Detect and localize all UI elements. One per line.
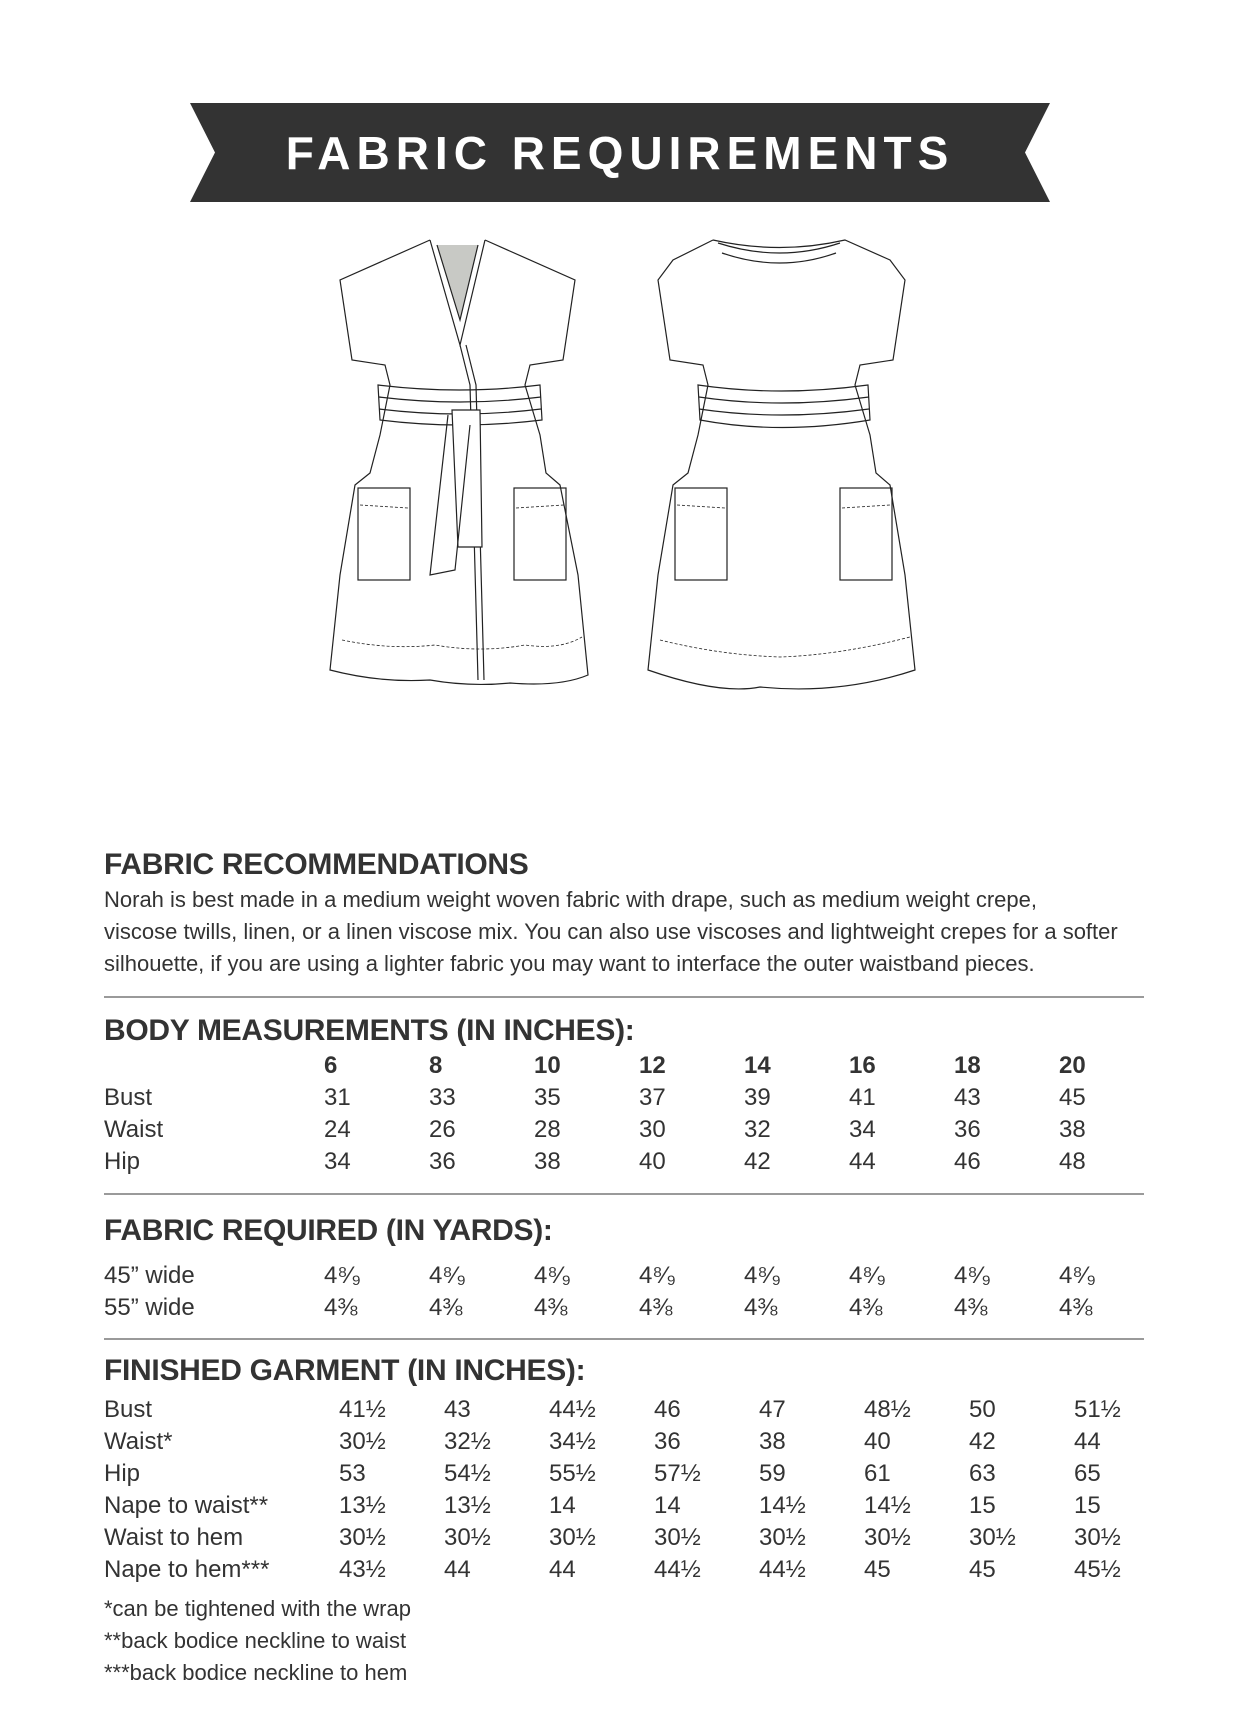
section-divider <box>104 1338 1144 1340</box>
size-header: 6 <box>324 1052 338 1079</box>
table-cell: 41½ <box>339 1396 386 1423</box>
table-cell: 32 <box>744 1116 771 1143</box>
table-cell: 4⅜ <box>324 1294 358 1321</box>
table-cell: 4⅜ <box>534 1294 568 1321</box>
table-cell: 57½ <box>654 1460 701 1487</box>
table-cell: 40 <box>864 1428 891 1455</box>
footnote: **back bodice neckline to waist <box>104 1628 407 1653</box>
table-cell: 46 <box>654 1396 681 1423</box>
table-cell: 14½ <box>759 1492 806 1519</box>
table-cell: 36 <box>429 1148 456 1175</box>
table-cell: 38 <box>534 1148 561 1175</box>
table-cell: 4⁸⁄₉ <box>1059 1262 1096 1289</box>
table-cell: 4⅜ <box>849 1294 883 1321</box>
title-banner <box>190 103 1050 202</box>
row-label: 45” wide <box>104 1262 195 1289</box>
table-cell: 36 <box>654 1428 681 1455</box>
fabric-required-heading: FABRIC REQUIRED (IN YARDS): <box>104 1214 553 1247</box>
row-label: Bust <box>104 1084 153 1111</box>
size-header: 12 <box>639 1052 666 1079</box>
table-cell: 4⅜ <box>744 1294 778 1321</box>
table-cell: 30½ <box>759 1524 806 1551</box>
table-cell: 34½ <box>549 1428 596 1455</box>
table-cell: 43 <box>954 1084 981 1111</box>
table-cell: 4⁸⁄₉ <box>849 1262 886 1289</box>
row-label: Nape to waist** <box>104 1492 269 1519</box>
table-cell: 4⅜ <box>429 1294 463 1321</box>
table-cell: 30½ <box>549 1524 596 1551</box>
table-cell: 63 <box>969 1460 996 1487</box>
table-cell: 39 <box>744 1084 771 1111</box>
table-cell: 44 <box>1074 1428 1101 1455</box>
recommendations-line: Norah is best made in a medium weight woven fabric with drape, such as medium weight crepe, <box>104 887 1038 912</box>
table-cell: 4⁸⁄₉ <box>744 1262 781 1289</box>
table-cell: 48½ <box>864 1396 911 1423</box>
dress-illustrations <box>320 225 950 695</box>
table-cell: 53 <box>339 1460 366 1487</box>
table-cell: 15 <box>969 1492 996 1519</box>
table-cell: 44 <box>549 1556 576 1583</box>
table-cell: 30½ <box>444 1524 491 1551</box>
table-cell: 43 <box>444 1396 471 1423</box>
table-cell: 48 <box>1059 1148 1086 1175</box>
table-cell: 4⁸⁄₉ <box>534 1262 571 1289</box>
table-cell: 31 <box>324 1084 351 1111</box>
table-cell: 41 <box>849 1084 876 1111</box>
body-measurements-heading: BODY MEASUREMENTS (IN INCHES): <box>104 1014 635 1047</box>
row-label: Nape to hem*** <box>104 1556 270 1583</box>
table-cell: 13½ <box>444 1492 491 1519</box>
table-cell: 4⅜ <box>954 1294 988 1321</box>
table-cell: 50 <box>969 1396 996 1423</box>
table-cell: 28 <box>534 1116 561 1143</box>
recommendations-text <box>104 884 1164 980</box>
table-cell: 33 <box>429 1084 456 1111</box>
size-header: 18 <box>954 1052 981 1079</box>
table-cell: 35 <box>534 1084 561 1111</box>
table-cell: 4⁸⁄₉ <box>429 1262 466 1289</box>
row-label: Bust <box>104 1396 153 1423</box>
table-cell: 14 <box>549 1492 576 1519</box>
table-cell: 40 <box>639 1148 666 1175</box>
table-cell: 44½ <box>759 1556 806 1583</box>
size-header: 14 <box>744 1052 771 1079</box>
table-cell: 14½ <box>864 1492 911 1519</box>
table-cell: 30½ <box>339 1428 386 1455</box>
row-label: Hip <box>104 1460 141 1487</box>
table-cell: 44½ <box>549 1396 596 1423</box>
recommendations-line: viscose twills, linen, or a linen viscose mix. You can also use viscoses and lightweight crepes for a softer <box>104 919 1118 944</box>
table-cell: 30½ <box>1074 1524 1121 1551</box>
table-cell: 26 <box>429 1116 456 1143</box>
table-cell: 13½ <box>339 1492 386 1519</box>
table-cell: 54½ <box>444 1460 491 1487</box>
table-cell: 4⁸⁄₉ <box>324 1262 361 1289</box>
table-cell: 14 <box>654 1492 681 1519</box>
dress-front-illustration <box>330 240 588 684</box>
size-header: 10 <box>534 1052 561 1079</box>
table-cell: 43½ <box>339 1556 386 1583</box>
table-cell: 30½ <box>864 1524 911 1551</box>
footnote: ***back bodice neckline to hem <box>104 1660 408 1685</box>
table-cell: 30½ <box>654 1524 701 1551</box>
table-cell: 36 <box>954 1116 981 1143</box>
row-label: 55” wide <box>104 1294 195 1321</box>
table-cell: 32½ <box>444 1428 491 1455</box>
dress-back-illustration <box>648 240 915 689</box>
table-cell: 34 <box>849 1116 876 1143</box>
table-cell: 45 <box>969 1556 996 1583</box>
table-cell: 46 <box>954 1148 981 1175</box>
table-cell: 44 <box>444 1556 471 1583</box>
row-label: Waist* <box>104 1428 173 1455</box>
table-cell: 4⅜ <box>1059 1294 1093 1321</box>
table-cell: 38 <box>759 1428 786 1455</box>
table-cell: 45 <box>864 1556 891 1583</box>
table-cell: 44½ <box>654 1556 701 1583</box>
size-header: 16 <box>849 1052 876 1079</box>
table-cell: 45½ <box>1074 1556 1121 1583</box>
size-header: 8 <box>429 1052 443 1079</box>
table-cell: 30½ <box>969 1524 1016 1551</box>
recommendations-heading: FABRIC RECOMMENDATIONS <box>104 848 529 881</box>
table-cell: 42 <box>744 1148 771 1175</box>
table-cell: 4⁸⁄₉ <box>954 1262 991 1289</box>
footnote: *can be tightened with the wrap <box>104 1596 411 1621</box>
table-cell: 47 <box>759 1396 786 1423</box>
table-cell: 42 <box>969 1428 996 1455</box>
table-cell: 34 <box>324 1148 351 1175</box>
table-cell: 55½ <box>549 1460 596 1487</box>
section-divider <box>104 1193 1144 1195</box>
table-cell: 59 <box>759 1460 786 1487</box>
row-label: Waist <box>104 1116 164 1143</box>
row-label: Waist to hem <box>104 1524 244 1551</box>
section-divider <box>104 996 1144 998</box>
table-cell: 65 <box>1074 1460 1101 1487</box>
finished-garment-heading: FINISHED GARMENT (IN INCHES): <box>104 1354 586 1387</box>
table-cell: 4⅜ <box>639 1294 673 1321</box>
table-cell: 24 <box>324 1116 351 1143</box>
table-cell: 61 <box>864 1460 891 1487</box>
table-cell: 37 <box>639 1084 666 1111</box>
page-title: FABRIC REQUIREMENTS <box>285 126 955 179</box>
table-cell: 51½ <box>1074 1396 1121 1423</box>
recommendations-line: silhouette, if you are using a lighter fabric you may want to interface the outer waistband pieces. <box>104 951 1035 976</box>
table-cell: 15 <box>1074 1492 1101 1519</box>
table-cell: 38 <box>1059 1116 1086 1143</box>
table-cell: 44 <box>849 1148 876 1175</box>
table-cell: 45 <box>1059 1084 1086 1111</box>
size-header: 20 <box>1059 1052 1086 1079</box>
table-cell: 4⁸⁄₉ <box>639 1262 676 1289</box>
table-cell: 30½ <box>339 1524 386 1551</box>
row-label: Hip <box>104 1148 141 1175</box>
table-cell: 30 <box>639 1116 666 1143</box>
